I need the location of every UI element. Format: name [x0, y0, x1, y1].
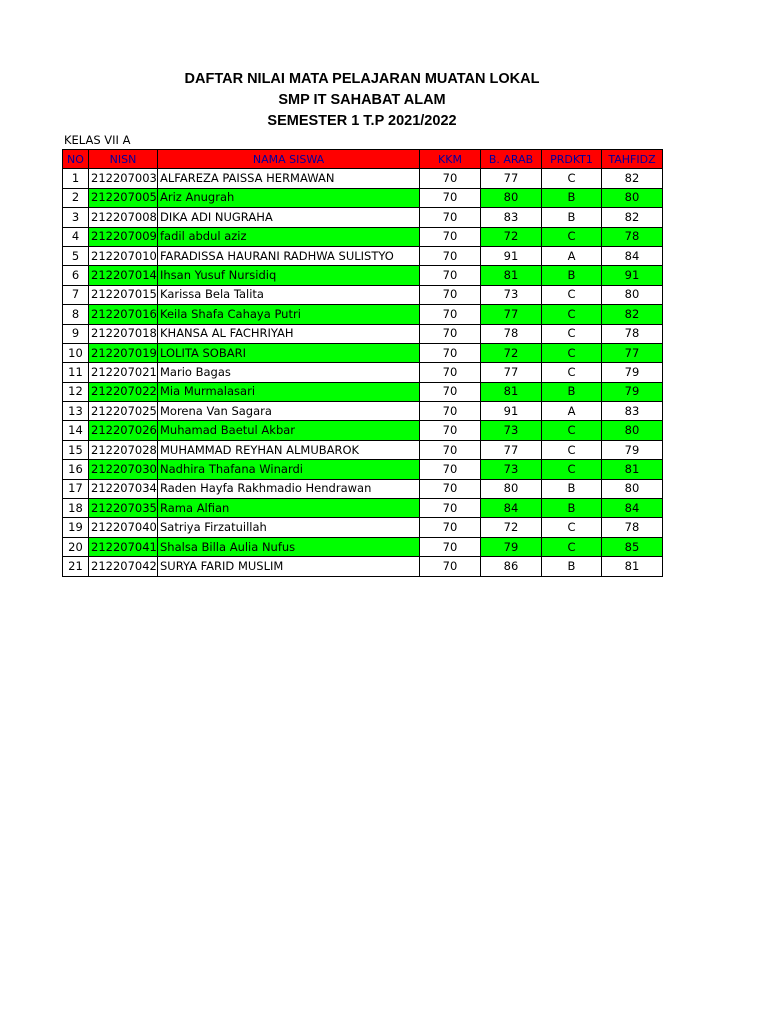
- cell-student-name: Ihsan Yusuf Nursidiq: [158, 266, 420, 285]
- column-header-arabic: B. ARAB: [481, 150, 542, 169]
- cell-no: 7: [63, 285, 89, 304]
- cell-prdkt-grade: C: [542, 537, 602, 556]
- cell-nisn: 212207041: [89, 537, 158, 556]
- cell-arabic-score: 84: [481, 499, 542, 518]
- cell-prdkt-grade: B: [542, 188, 602, 207]
- cell-nisn: 212207014: [89, 266, 158, 285]
- table-row: [63, 343, 663, 362]
- cell-nisn: 212207025: [89, 402, 158, 421]
- cell-kkm: 70: [420, 460, 481, 479]
- cell-student-name: FARADISSA HAURANI RADHWA SULISTYO: [158, 246, 420, 265]
- cell-kkm: 70: [420, 363, 481, 382]
- cell-no: 8: [63, 305, 89, 324]
- cell-kkm: 70: [420, 266, 481, 285]
- cell-prdkt-grade: A: [542, 246, 602, 265]
- table-row: [63, 285, 663, 304]
- cell-nisn: 212207009: [89, 227, 158, 246]
- cell-arabic-score: 72: [481, 227, 542, 246]
- cell-student-name: ALFAREZA PAISSA HERMAWAN: [158, 169, 420, 188]
- cell-tahfidz-score: 80: [602, 479, 663, 498]
- cell-nisn: 212207003: [89, 169, 158, 188]
- cell-nisn: 212207042: [89, 557, 158, 576]
- cell-tahfidz-score: 84: [602, 499, 663, 518]
- table-row: [63, 324, 663, 343]
- cell-student-name: Keila Shafa Cahaya Putri: [158, 305, 420, 324]
- document-title-block: [0, 69, 724, 132]
- document-title: DAFTAR NILAI MATA PELAJARAN MUATAN LOKAL: [184, 71, 540, 87]
- cell-prdkt-grade: C: [542, 460, 602, 479]
- cell-tahfidz-score: 81: [602, 557, 663, 576]
- cell-student-name: Mia Murmalasari: [158, 382, 420, 401]
- cell-prdkt-grade: B: [542, 557, 602, 576]
- cell-arabic-score: 83: [481, 208, 542, 227]
- cell-student-name: Shalsa Billa Aulia Nufus: [158, 537, 420, 556]
- table-row: [63, 440, 663, 459]
- cell-tahfidz-score: 79: [602, 363, 663, 382]
- cell-kkm: 70: [420, 382, 481, 401]
- cell-arabic-score: 73: [481, 460, 542, 479]
- cell-tahfidz-score: 83: [602, 402, 663, 421]
- cell-prdkt-grade: C: [542, 363, 602, 382]
- cell-student-name: SURYA FARID MUSLIM: [158, 557, 420, 576]
- cell-nisn: 212207015: [89, 285, 158, 304]
- cell-nisn: 212207019: [89, 343, 158, 362]
- cell-kkm: 70: [420, 518, 481, 537]
- cell-student-name: Ariz Anugrah: [158, 188, 420, 207]
- column-header-name: NAMA SISWA: [158, 150, 420, 169]
- cell-tahfidz-score: 77: [602, 343, 663, 362]
- cell-nisn: 212207035: [89, 499, 158, 518]
- table-row: [63, 266, 663, 285]
- cell-student-name: Rama Alfian: [158, 499, 420, 518]
- cell-tahfidz-score: 85: [602, 537, 663, 556]
- cell-no: 1: [63, 169, 89, 188]
- cell-tahfidz-score: 91: [602, 266, 663, 285]
- cell-kkm: 70: [420, 479, 481, 498]
- cell-arabic-score: 77: [481, 305, 542, 324]
- cell-student-name: Muhamad Baetul Akbar: [158, 421, 420, 440]
- column-header-tahfidz: TAHFIDZ: [602, 150, 663, 169]
- table-row: [63, 382, 663, 401]
- cell-nisn: 212207018: [89, 324, 158, 343]
- cell-tahfidz-score: 82: [602, 169, 663, 188]
- table-header-row: [63, 150, 663, 169]
- cell-no: 9: [63, 324, 89, 343]
- column-header-nisn: NISN: [89, 150, 158, 169]
- cell-no: 3: [63, 208, 89, 227]
- cell-nisn: 212207034: [89, 479, 158, 498]
- cell-arabic-score: 77: [481, 363, 542, 382]
- cell-nisn: 212207022: [89, 382, 158, 401]
- cell-kkm: 70: [420, 537, 481, 556]
- cell-kkm: 70: [420, 421, 481, 440]
- cell-kkm: 70: [420, 440, 481, 459]
- cell-prdkt-grade: B: [542, 499, 602, 518]
- column-header-kkm: KKM: [420, 150, 481, 169]
- cell-prdkt-grade: C: [542, 324, 602, 343]
- cell-arabic-score: 72: [481, 343, 542, 362]
- cell-no: 18: [63, 499, 89, 518]
- cell-no: 13: [63, 402, 89, 421]
- cell-arabic-score: 81: [481, 382, 542, 401]
- cell-no: 2: [63, 188, 89, 207]
- cell-prdkt-grade: B: [542, 208, 602, 227]
- cell-nisn: 212207040: [89, 518, 158, 537]
- cell-student-name: Morena Van Sagara: [158, 402, 420, 421]
- cell-no: 15: [63, 440, 89, 459]
- cell-kkm: 70: [420, 208, 481, 227]
- cell-no: 17: [63, 479, 89, 498]
- cell-tahfidz-score: 84: [602, 246, 663, 265]
- cell-arabic-score: 80: [481, 188, 542, 207]
- cell-nisn: 212207005: [89, 188, 158, 207]
- cell-no: 12: [63, 382, 89, 401]
- cell-arabic-score: 77: [481, 440, 542, 459]
- table-row: [63, 518, 663, 537]
- cell-arabic-score: 80: [481, 479, 542, 498]
- cell-tahfidz-score: 81: [602, 460, 663, 479]
- cell-kkm: 70: [420, 169, 481, 188]
- cell-nisn: 212207026: [89, 421, 158, 440]
- table-row: [63, 460, 663, 479]
- cell-kkm: 70: [420, 499, 481, 518]
- cell-no: 21: [63, 557, 89, 576]
- cell-kkm: 70: [420, 557, 481, 576]
- table-row: [63, 169, 663, 188]
- cell-tahfidz-score: 82: [602, 305, 663, 324]
- table-row: [63, 227, 663, 246]
- cell-prdkt-grade: B: [542, 382, 602, 401]
- cell-kkm: 70: [420, 227, 481, 246]
- cell-tahfidz-score: 82: [602, 208, 663, 227]
- cell-prdkt-grade: A: [542, 402, 602, 421]
- cell-no: 10: [63, 343, 89, 362]
- cell-no: 16: [63, 460, 89, 479]
- cell-prdkt-grade: C: [542, 285, 602, 304]
- cell-tahfidz-score: 79: [602, 382, 663, 401]
- cell-nisn: 212207028: [89, 440, 158, 459]
- cell-tahfidz-score: 80: [602, 285, 663, 304]
- cell-no: 20: [63, 537, 89, 556]
- cell-student-name: KHANSA AL FACHRIYAH: [158, 324, 420, 343]
- grades-table-body: [63, 169, 663, 576]
- table-row: [63, 499, 663, 518]
- cell-nisn: 212207010: [89, 246, 158, 265]
- cell-arabic-score: 78: [481, 324, 542, 343]
- cell-prdkt-grade: C: [542, 421, 602, 440]
- cell-kkm: 70: [420, 324, 481, 343]
- cell-kkm: 70: [420, 246, 481, 265]
- column-header-prdkt: PRDKT1: [542, 150, 602, 169]
- cell-tahfidz-score: 79: [602, 440, 663, 459]
- cell-arabic-score: 77: [481, 169, 542, 188]
- cell-student-name: Raden Hayfa Rakhmadio Hendrawan: [158, 479, 420, 498]
- cell-prdkt-grade: C: [542, 518, 602, 537]
- table-row: [63, 537, 663, 556]
- cell-prdkt-grade: B: [542, 266, 602, 285]
- cell-prdkt-grade: C: [542, 227, 602, 246]
- cell-arabic-score: 79: [481, 537, 542, 556]
- table-row: [63, 208, 663, 227]
- cell-student-name: LOLITA SOBARI: [158, 343, 420, 362]
- cell-tahfidz-score: 80: [602, 421, 663, 440]
- cell-arabic-score: 91: [481, 402, 542, 421]
- cell-tahfidz-score: 78: [602, 518, 663, 537]
- table-row: [63, 557, 663, 576]
- cell-student-name: fadil abdul aziz: [158, 227, 420, 246]
- cell-no: 5: [63, 246, 89, 265]
- cell-no: 4: [63, 227, 89, 246]
- cell-arabic-score: 73: [481, 285, 542, 304]
- cell-no: 19: [63, 518, 89, 537]
- cell-nisn: 212207021: [89, 363, 158, 382]
- cell-tahfidz-score: 78: [602, 324, 663, 343]
- cell-student-name: DIKA ADI NUGRAHA: [158, 208, 420, 227]
- cell-kkm: 70: [420, 402, 481, 421]
- cell-kkm: 70: [420, 305, 481, 324]
- cell-kkm: 70: [420, 188, 481, 207]
- cell-prdkt-grade: C: [542, 440, 602, 459]
- cell-student-name: Nadhira Thafana Winardi: [158, 460, 420, 479]
- cell-no: 6: [63, 266, 89, 285]
- cell-nisn: 212207008: [89, 208, 158, 227]
- cell-nisn: 212207030: [89, 460, 158, 479]
- cell-student-name: Mario Bagas: [158, 363, 420, 382]
- cell-student-name: Karissa Bela Talita: [158, 285, 420, 304]
- table-row: [63, 402, 663, 421]
- cell-prdkt-grade: C: [542, 343, 602, 362]
- cell-kkm: 70: [420, 343, 481, 362]
- column-header-no: NO: [63, 150, 89, 169]
- cell-student-name: Satriya Firzatuillah: [158, 518, 420, 537]
- cell-tahfidz-score: 80: [602, 188, 663, 207]
- cell-arabic-score: 91: [481, 246, 542, 265]
- class-label: KELAS VII A: [64, 133, 131, 147]
- cell-arabic-score: 86: [481, 557, 542, 576]
- cell-nisn: 212207016: [89, 305, 158, 324]
- table-row: [63, 421, 663, 440]
- cell-arabic-score: 72: [481, 518, 542, 537]
- semester-label: SEMESTER 1 T.P 2021/2022: [267, 113, 457, 129]
- cell-prdkt-grade: B: [542, 479, 602, 498]
- cell-prdkt-grade: C: [542, 305, 602, 324]
- table-row: [63, 479, 663, 498]
- cell-arabic-score: 73: [481, 421, 542, 440]
- grades-table: [62, 149, 663, 577]
- table-row: [63, 363, 663, 382]
- cell-student-name: MUHAMMAD REYHAN ALMUBAROK: [158, 440, 420, 459]
- cell-no: 11: [63, 363, 89, 382]
- cell-prdkt-grade: C: [542, 169, 602, 188]
- cell-kkm: 70: [420, 285, 481, 304]
- school-name: SMP IT SAHABAT ALAM: [278, 92, 446, 108]
- cell-tahfidz-score: 78: [602, 227, 663, 246]
- table-row: [63, 246, 663, 265]
- cell-arabic-score: 81: [481, 266, 542, 285]
- table-row: [63, 305, 663, 324]
- cell-no: 14: [63, 421, 89, 440]
- table-row: [63, 188, 663, 207]
